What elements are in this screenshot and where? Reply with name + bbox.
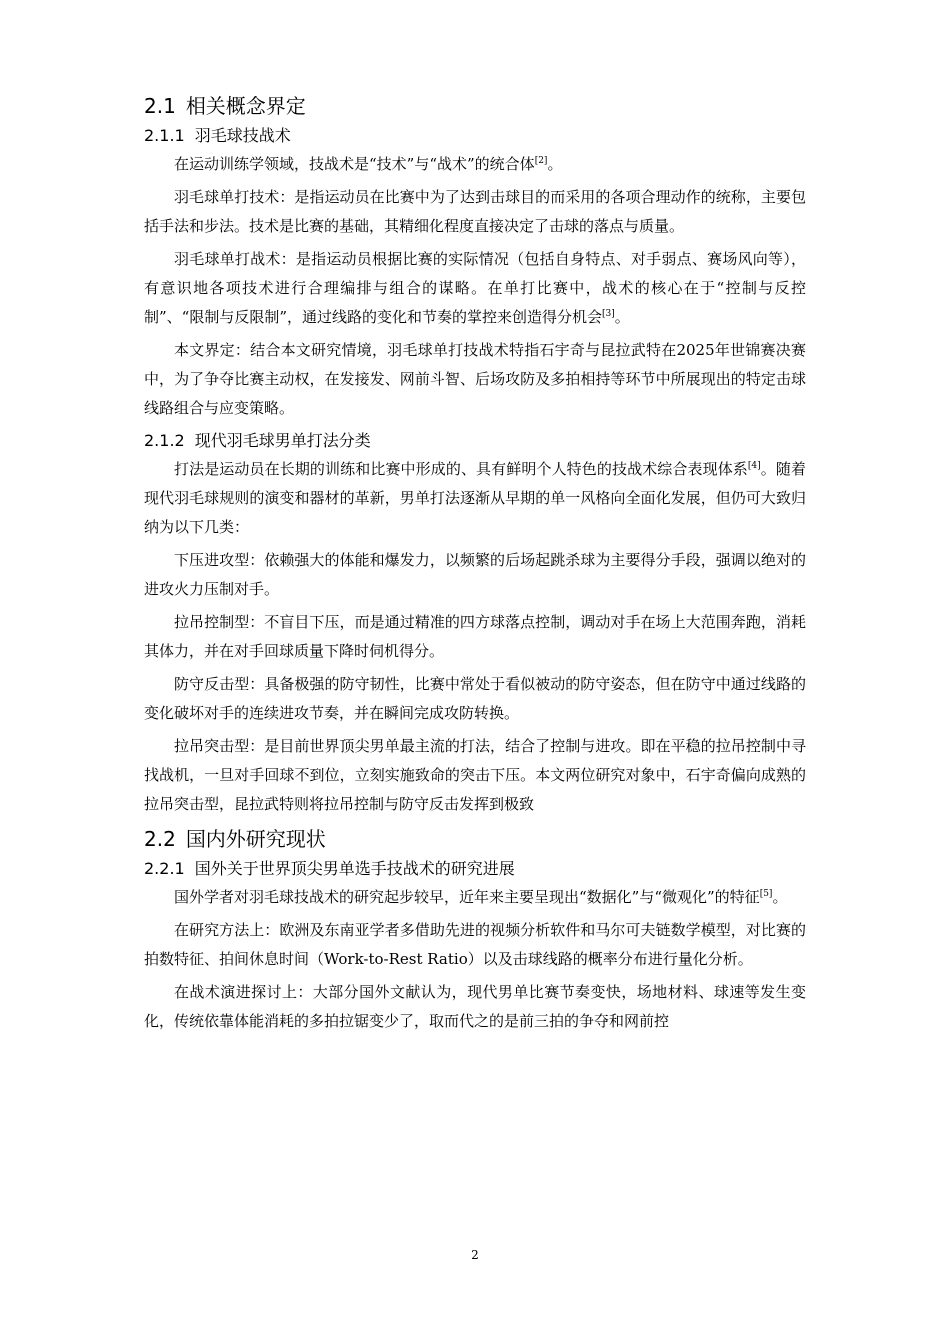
citation: [2]	[534, 156, 548, 166]
paragraph-text: 打法是运动员在长期的训练和比赛中形成的、具有鲜明个人特色的技战术综合表现体系	[174, 460, 748, 478]
paragraph-tactics-evolution: 在战术演进探讨上：大部分国外文献认为，现代男单比赛节奏变快，场地材料、球速等发生变化，传统依靠体能消耗的多拍拉锯变少了，取而代之的是前三拍的争夺和网前控	[144, 983, 806, 1030]
paragraph-research-methods: 在研究方法上：欧洲及东南亚学者多借助先进的视频分析软件和马尔可夫链数学模型，对比赛的拍数特征、拍间休息时间（Work-to-Rest Ratio）以及击球线路的概率分布进行量化分析。	[144, 921, 806, 968]
paragraph-text: 。	[772, 888, 788, 906]
citation: [4]	[747, 461, 761, 471]
subsection-heading-2-1-2	[144, 427, 806, 455]
section-heading-2-1	[144, 92, 806, 120]
section-number: 2.2	[144, 827, 176, 851]
subsection-heading-2-1-1	[144, 122, 806, 150]
paragraph-text: 。随着现代羽毛球规则的演变和器材的革新，男单打法逐渐从早期的单一风格向全面化发展，但仍可大致归纳为以下几类：	[144, 460, 806, 536]
paragraph-text: 。	[614, 308, 630, 326]
section-number: 2.2.1	[144, 859, 185, 878]
paragraph-tactics-definition	[144, 150, 806, 179]
paragraph-control-style: 拉吊控制型：不盲目下压，而是通过精准的四方球落点控制，调动对手在场上大范围奔跑，消耗其体力，并在对手回球质量下降时伺机得分。	[144, 613, 806, 660]
section-title: 相关概念界定	[185, 94, 306, 118]
section-number: 2.1.1	[144, 126, 185, 145]
citation: [5]	[759, 889, 773, 899]
section-title: 国外关于世界顶尖男单选手技战术的研究进展	[194, 859, 515, 878]
paragraph-singles-technique: 羽毛球单打技术：是指运动员在比赛中为了达到击球目的而采用的各项合理动作的统称，主要包括手法和步法。技术是比赛的基础，其精细化程度直接决定了击球的落点与质量。	[144, 188, 806, 235]
section-heading-2-2	[144, 825, 806, 853]
paragraph-singles-tactics	[144, 245, 806, 332]
paragraph-text: 国外学者对羽毛球技战术的研究起步较早，近年来主要呈现出“数据化”与“微观化”的特征	[174, 888, 760, 906]
subsection-heading-2-2-1	[144, 855, 806, 883]
paragraph-foreign-research	[144, 883, 806, 912]
document-page	[144, 86, 806, 1040]
section-title: 羽毛球技战术	[194, 126, 291, 145]
paragraph-control-attack-style: 拉吊突击型：是目前世界顶尖男单最主流的打法，结合了控制与进攻。即在平稳的拉吊控制中寻找战机，一旦对手回球不到位，立刻实施致命的突击下压。本文两位研究对象中，石宇奇偏向成熟的拉吊突击型，昆拉武特则将拉吊控制与防守反击发挥到极致	[144, 737, 806, 813]
paragraph-definition-scope: 本文界定：结合本文研究情境，羽毛球单打技战术特指石宇奇与昆拉武特在2025年世锦赛决赛中，为了争夺比赛主动权，在发接发、网前斗智、后场攻防及多拍相持等环节中所展现出的特定击球线路组合与应变策略。	[144, 341, 806, 417]
citation: [3]	[602, 309, 615, 319]
section-number: 2.1.2	[144, 431, 185, 450]
paragraph-defense-style: 防守反击型：具备极强的防守韧性，比赛中常处于看似被动的防守姿态，但在防守中通过线路的变化破坏对手的连续进攻节奏，并在瞬间完成攻防转换。	[144, 675, 806, 722]
paragraph-play-style-intro	[144, 455, 806, 542]
page-number: 2	[471, 1248, 479, 1262]
section-title: 现代羽毛球男单打法分类	[194, 431, 371, 450]
paragraph-attack-style: 下压进攻型：依赖强大的体能和爆发力，以频繁的后场起跳杀球为主要得分手段，强调以绝对的进攻火力压制对手。	[144, 551, 806, 598]
paragraph-text: 。	[547, 155, 563, 173]
paragraph-text: 在运动训练学领域，技战术是“技术”与“战术”的统合体	[174, 155, 535, 173]
section-title: 国内外研究现状	[185, 827, 326, 851]
section-number: 2.1	[144, 94, 176, 118]
paragraph-text: 羽毛球单打战术：是指运动员根据比赛的实际情况（包括自身特点、对手弱点、赛场风向等），有意识地各项技术进行合理编排与组合的谋略。在单打比赛中，战术的核心在于“控制与反控制”、“限制与反限制”，通过线路的变化和节奏的掌控来创造得分机会	[144, 250, 806, 326]
